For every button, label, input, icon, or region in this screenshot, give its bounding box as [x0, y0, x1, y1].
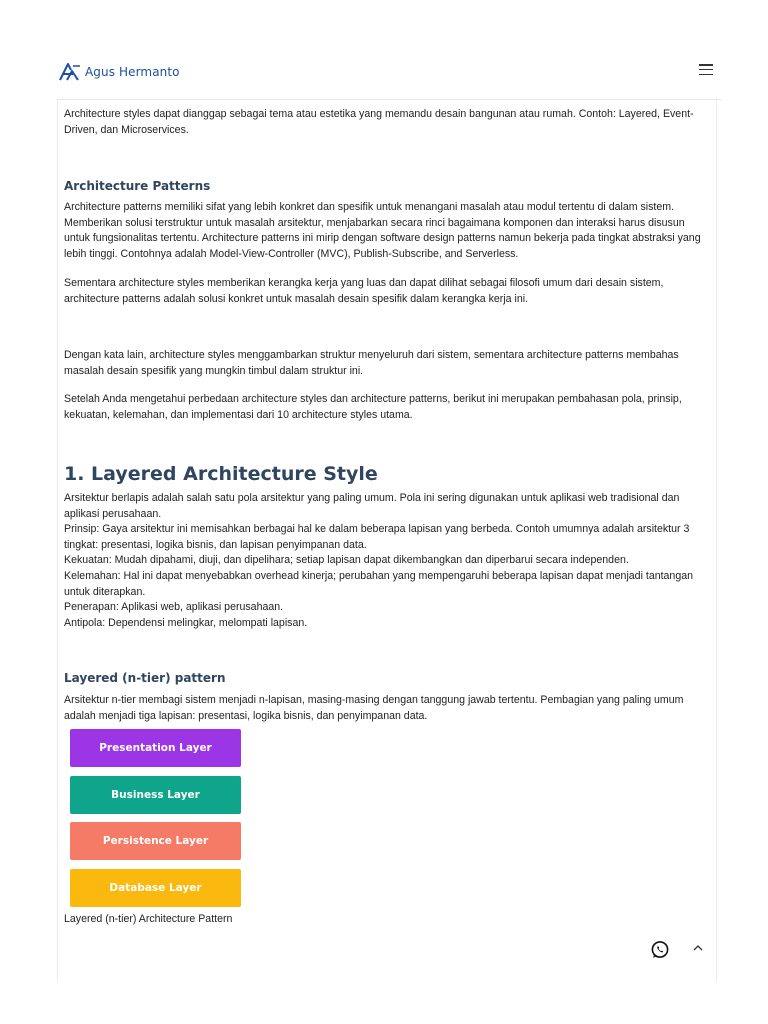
- diagram-caption: Layered (n-tier) Architecture Pattern: [64, 913, 233, 925]
- presentation-layer-box: Presentation Layer: [70, 729, 241, 767]
- layered-line: Kekuatan: Mudah dipahami, diuji, dan dipelihara; setiap lapisan dapat dikembangkan dan diperbarui secara independen.: [64, 554, 629, 567]
- layered-style-heading: 1. Layered Architecture Style: [64, 463, 378, 485]
- site-header: [57, 42, 721, 100]
- patterns-paragraph-4: Setelah Anda mengetahui perbedaan architecture styles dan architecture patterns, berikut ini merupakan pembahasan pola, prinsip, kekuatan, kelemahan, dan implementasi dari 10 architecture styles utama.: [64, 393, 682, 421]
- ntier-heading: Layered (n-tier) pattern: [64, 671, 226, 685]
- whatsapp-icon[interactable]: [650, 940, 670, 960]
- layered-line: Antipola: Dependensi melingkar, melompati lapisan.: [64, 616, 308, 629]
- intro-paragraph: Architecture styles dapat dianggap sebagai tema atau estetika yang memandu desain bangunan atau rumah. Contoh: Layered, Event-Driven, dan Microservices.: [64, 108, 694, 136]
- patterns-paragraph-1: Architecture patterns memiliki sifat yang lebih konkret dan spesifik untuk menangani masalah atau modul tertentu di dalam sistem. Memberikan solusi terstruktur untuk masalah arsitektur, menjabarkan secara rinci bagaimana komponen dan interaksi harus disusun untuk fungsionalitas tertentu. Architecture patterns ini mirip dengan software design patterns namun bekerja pada tingkat abstraksi yang lebih tinggi. Contohnya adalah Model-View-Controller (MVC), Publish-Subscribe, and Serverless.: [64, 201, 701, 260]
- architecture-patterns-heading: Architecture Patterns: [64, 179, 211, 193]
- ah-logo-icon: [59, 62, 81, 82]
- layered-line: Arsitektur berlapis adalah salah satu pola arsitektur yang paling umum. Pola ini sering digunakan untuk aplikasi web tradisional dan aplikasi perusahaan.: [64, 492, 680, 520]
- business-layer-box: Business Layer: [70, 776, 241, 814]
- patterns-paragraph-2: Sementara architecture styles memberikan kerangka kerja yang luas dan dapat dilihat sebagai filosofi umum dari desain sistem, architecture patterns adalah solusi konkret untuk masalah desain spesifik dalam kerangka kerja ini.: [64, 277, 664, 305]
- persistence-layer-box: Persistence Layer: [70, 822, 241, 860]
- ntier-paragraph: Arsitektur n-tier membagi sistem menjadi n-lapisan, masing-masing dengan tanggung jawab tertentu. Pembagian yang paling umum adalah menjadi tiga lapisan: presentasi, logika bisnis, dan penyimpanan data.: [64, 694, 684, 722]
- layered-style-text: [64, 491, 712, 631]
- layer-diagram: [64, 729, 712, 909]
- hamburger-menu-icon[interactable]: [699, 64, 713, 75]
- patterns-paragraph-3: Dengan kata lain, architecture styles menggambarkan struktur menyeluruh dari sistem, sementara architecture patterns membahas masalah desain spesifik yang mungkin timbul dalam struktur ini.: [64, 349, 679, 377]
- layered-line: Prinsip: Gaya arsitektur ini memisahkan berbagai hal ke dalam beberapa lapisan yang berbeda. Contoh umumnya adalah arsitektur 3 tingkat: presentasi, logika bisnis, dan lapisan penyimpanan data.: [64, 523, 690, 551]
- layered-line: Penerapan: Aplikasi web, aplikasi perusahaan.: [64, 601, 284, 614]
- database-layer-box: Database Layer: [70, 869, 241, 907]
- layered-line: Kelemahan: Hal ini dapat menyebabkan overhead kinerja; perubahan yang mempengaruhi beberapa lapisan dapat menjadi tantangan untuk diterapkan.: [64, 569, 694, 598]
- chevron-up-icon[interactable]: [690, 941, 706, 955]
- logo-text: Agus Hermanto: [85, 65, 180, 79]
- site-logo[interactable]: [59, 62, 180, 82]
